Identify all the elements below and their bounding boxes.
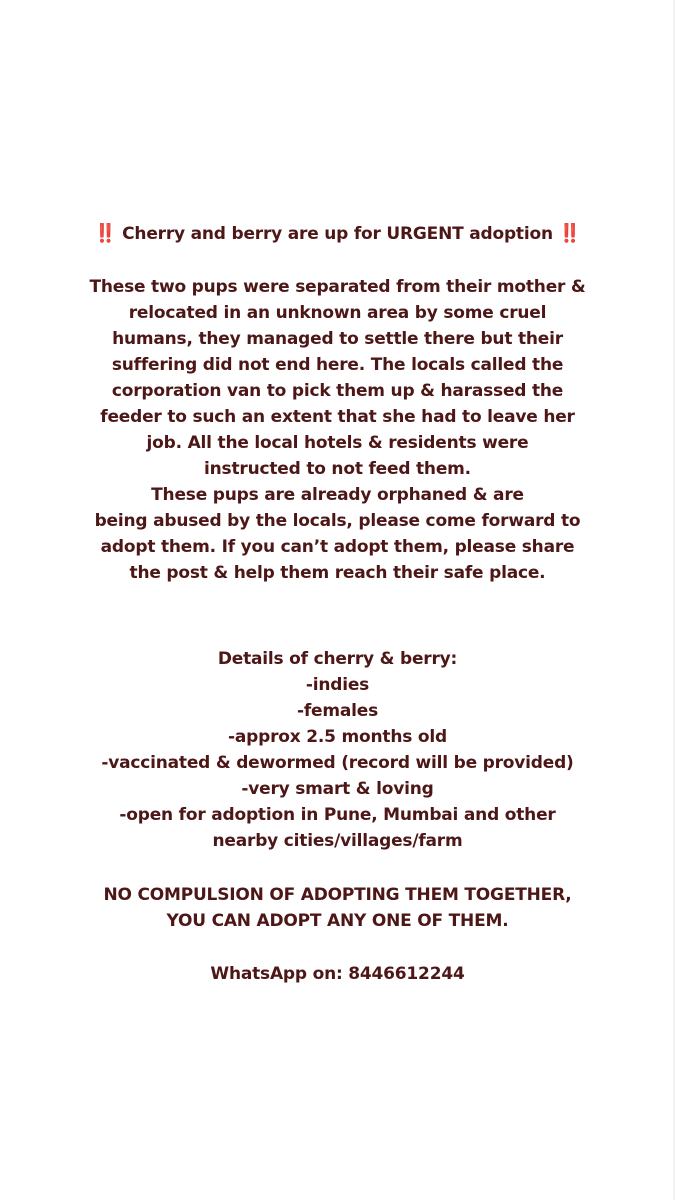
details-item: -females [296, 701, 379, 721]
details-item: -indies [305, 675, 370, 695]
details-item: -very smart & loving [241, 779, 434, 799]
story-line: the post & help them reach their safe place. [129, 563, 546, 583]
whatsapp-contact: WhatsApp on: 8446612244 [210, 964, 465, 984]
details-item: -vaccinated & dewormed (record will be provided) [101, 753, 574, 773]
story-line: humans, they managed to settle there but their [112, 329, 563, 349]
story-line: adopt them. If you can’t adopt them, please share [100, 537, 575, 557]
story-line: corporation van to pick them up & harassed the [111, 381, 564, 401]
double-exclamation-icon: ‼️ [558, 223, 581, 244]
adoption-note [0, 882, 675, 934]
story-line: These two pups were separated from their mother & [89, 277, 586, 297]
note-line: NO COMPULSION OF ADOPTING THEM TOGETHER, [103, 885, 572, 905]
story-line: feeder to such an extent that she had to leave her [100, 407, 575, 427]
story-line: being abused by the locals, please come forward to [94, 511, 581, 531]
note-line: YOU CAN ADOPT ANY ONE OF THEM. [166, 911, 509, 931]
details-heading: Details of cherry & berry: [217, 649, 458, 669]
story-line: These pups are already orphaned & are [151, 485, 524, 505]
story-paragraph [0, 274, 675, 586]
story-line: job. All the local hotels & residents were [146, 433, 529, 453]
story-line: relocated in an unknown area by some cruel [128, 303, 547, 323]
details-list [0, 646, 675, 854]
story-line: suffering did not end here. The locals called the [111, 355, 564, 375]
details-item: -approx 2.5 months old [228, 727, 447, 747]
details-item: -open for adoption in Pune, Mumbai and other [119, 805, 556, 825]
story-line: instructed to not feed them. [204, 459, 471, 479]
post-title [0, 221, 675, 247]
post-title-text: Cherry and berry are up for URGENT adoption [122, 224, 553, 244]
details-item: nearby cities/villages/farm [212, 831, 463, 851]
double-exclamation-icon: ‼️ [94, 223, 117, 244]
